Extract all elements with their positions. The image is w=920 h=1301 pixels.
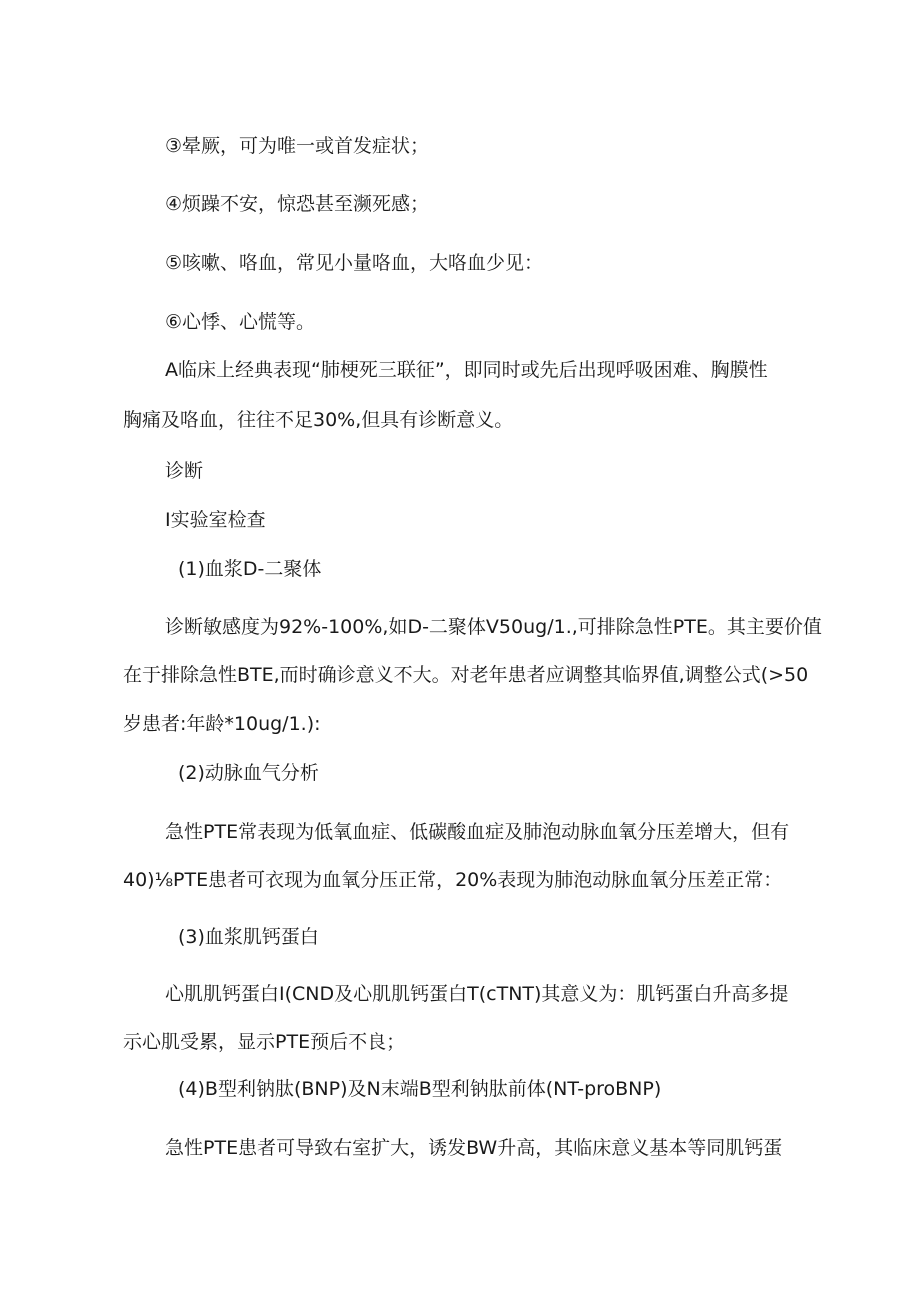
symptom-syncope: ③晕厥，可为唯一或首发症状； (165, 135, 430, 157)
troponin-line-2: 示心肌受累，显示PTE预后不良； (123, 1031, 406, 1053)
blood-gas-line-2: 40)⅛PTE患者可衣现为血氧分压正常，20%表现为肺泡动脉血氧分压差正常： (123, 869, 783, 891)
item-heading-blood-gas: (2)动脉血气分析 (178, 762, 319, 784)
d-dimer-line-3: 岁患者:年龄*10ug∕1.): (123, 713, 321, 735)
blood-gas-line-1: 急性PTE常表现为低氧血症、低碳酸血症及肺泡动脉血氧分压差增大，但有 (165, 821, 790, 843)
symptom-restlessness: ④烦躁不安，惊恐甚至濒死感； (165, 193, 430, 215)
triad-paragraph-line-1: A临床上经典表现“肺梗死三联征”，即同时或先后出现呼吸困难、胸膜性 (165, 359, 768, 381)
section-heading-diagnosis: 诊断 (165, 460, 204, 482)
triad-paragraph-line-2: 胸痛及咯血，往往不足30%,但具有诊断意义。 (123, 409, 514, 431)
troponin-line-1: 心肌肌钙蛋白I(CND及心肌肌钙蛋白T(cTNT)其意义为：肌钙蛋白升高多提 (165, 983, 789, 1005)
d-dimer-line-2: 在于排除急性BTE,而时确诊意义不大。对老年患者应调整其临界值,调整公式(>50 (123, 664, 809, 686)
item-heading-bnp: (4)B型利钠肽(BNP)及N末端B型利钠肽前体(NT-proBNP) (178, 1078, 662, 1100)
d-dimer-line-1: 诊断敏感度为92%-100%,如D-二聚体V50ug∕1.,可排除急性PTE。其主要价值 (165, 616, 822, 638)
item-heading-d-dimer: (1)血浆D-二聚体 (178, 558, 322, 580)
bnp-line-1: 急性PTE患者可导致右室扩大，诱发BW升高，其临床意义基本等同肌钙蛋 (165, 1137, 783, 1159)
symptom-hemoptysis: ⑤咳嗽、咯血，常见小量咯血，大咯血少见： (165, 252, 544, 274)
item-heading-troponin: (3)血浆肌钙蛋白 (178, 926, 319, 948)
symptom-palpitation: ⑥心悸、心慌等。 (165, 311, 316, 333)
subheading-lab-tests: I实验室检查 (165, 509, 266, 531)
